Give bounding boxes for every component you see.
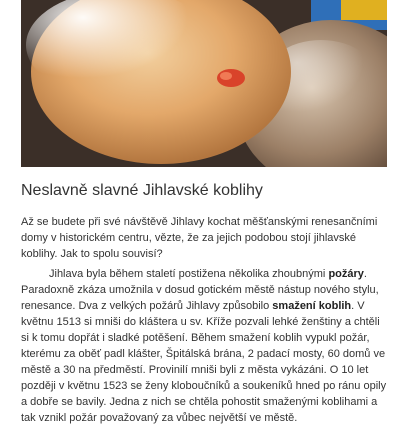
keyword-frying: smažení koblih bbox=[272, 300, 352, 312]
text-span: Jihlava byla během staletí postižena několika zhoubnými bbox=[49, 268, 329, 280]
hero-image bbox=[21, 0, 387, 167]
intro-paragraph: Až se budete při své návštěvě Jihlavy kochat měšťanskými renesančními domy v historickém centru, vězte, že za jejich podobou stojí jihlavské koblihy. Jak to spolu souvisí? bbox=[21, 216, 378, 260]
history-paragraph bbox=[21, 266, 387, 426]
article-body bbox=[21, 214, 387, 426]
doughnut-photo-icon bbox=[21, 0, 387, 167]
text-span: . V květnu 1513 si mniši do kláštera u sv. Kříže pozvali lehké ženštiny a chtěli si k tomu dopřát i sladké potěšení. Během smažení koblih vypukl požár, kterému za oběť padl klášter, Špitálská brána, 2 padací mosty, 60 domů ve městě a 30 na předměstí. Provinilí mniši byli z města vykázáni. O 10 let později v květnu 1523 se ženy kloboučníků a soukeníků hned po ránu opily a dobře se bavily. Jedna z nich se chtěla pohostit smaženými koblihami a tak vznikl požár považovaný za vůbec největší ve městě. bbox=[21, 300, 387, 424]
article-title: Neslavně slavné Jihlavské koblihy bbox=[21, 182, 263, 199]
keyword-fires: požáry bbox=[328, 268, 364, 280]
text-span: . Paradoxně zkáza umožnila v dosud gotickém městě nástup nového stylu, renesance. Dva z velkých požárů Jihlavy způsobilo bbox=[21, 268, 379, 312]
